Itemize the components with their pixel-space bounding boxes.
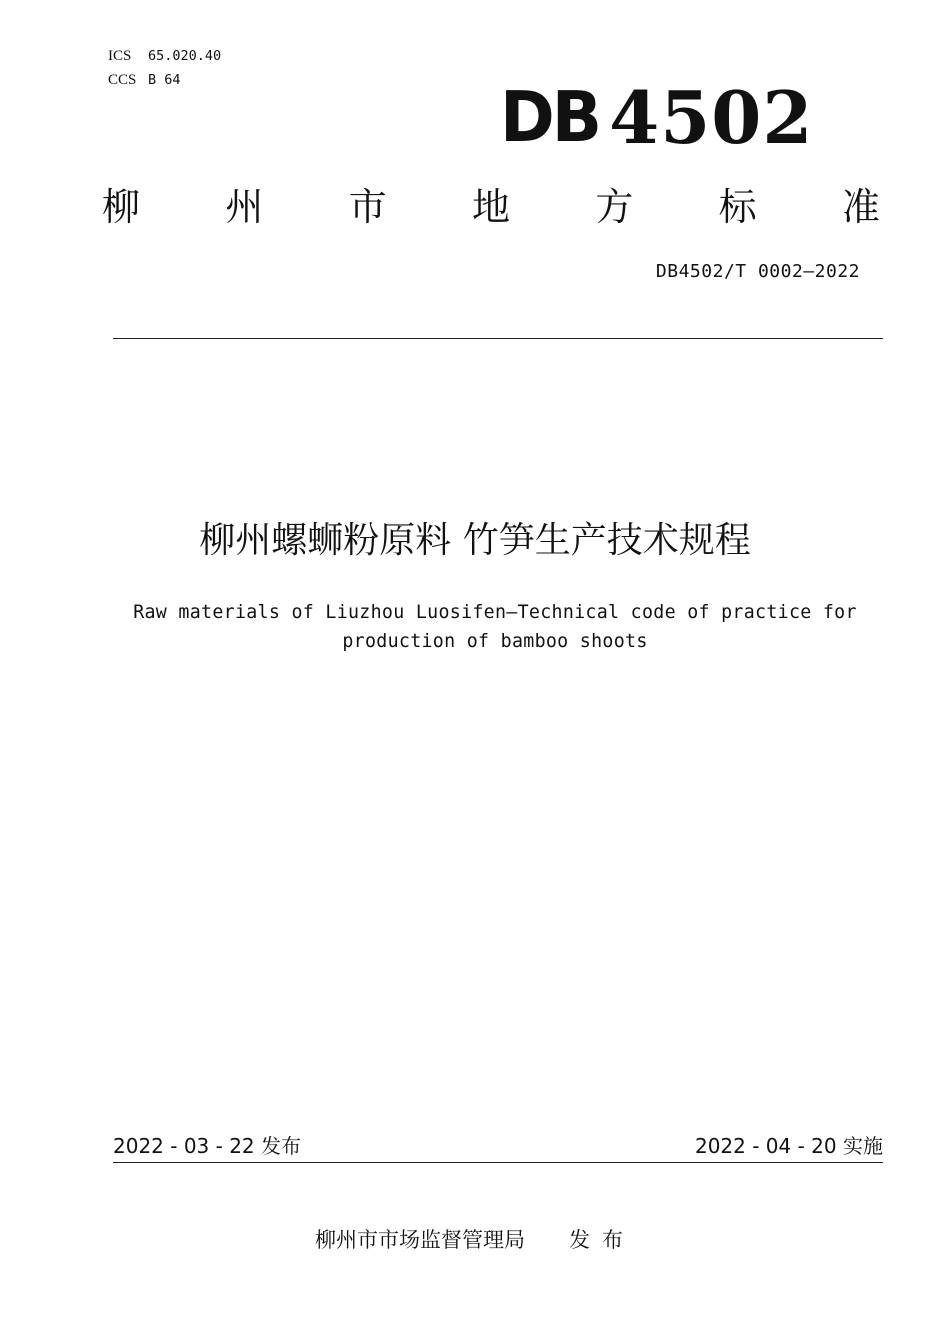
footer-divider <box>113 1162 883 1163</box>
classification-codes <box>108 44 221 92</box>
standard-logo-prefix: DB <box>500 77 600 158</box>
standard-type-char: 方 <box>595 185 634 229</box>
document-title-english <box>120 598 870 656</box>
standard-type-char: 标 <box>718 185 757 229</box>
ccs-row <box>108 68 221 92</box>
header-divider <box>113 338 883 339</box>
issuing-authority <box>0 1224 950 1256</box>
english-title-line: production of bamboo shoots <box>342 631 648 652</box>
standard-type-char: 市 <box>348 185 387 229</box>
ccs-value: B 64 <box>148 72 181 88</box>
implementation-date: 2022 - 04 - 20 实施 <box>694 1134 883 1158</box>
ccs-label: CCS <box>108 72 137 88</box>
standard-type-char: 柳 <box>102 185 141 229</box>
issue-date: 2022 - 03 - 22 发布 <box>113 1134 302 1158</box>
standard-type-char: 准 <box>841 185 880 229</box>
standard-type-char: 州 <box>225 185 264 229</box>
ics-value: 65.020.40 <box>148 48 222 64</box>
standard-type-char: 地 <box>471 185 510 229</box>
english-title-line: Raw materials of Liuzhou Luosifen—Technical code of practice for <box>133 602 857 623</box>
document-title-chinese: 柳州螺蛳粉原料 竹笋生产技术规程 <box>199 520 751 561</box>
standard-logo-code: 4502 <box>609 75 814 160</box>
standard-type-heading <box>102 180 880 234</box>
issuer-name: 柳州市市场监督管理局 <box>315 1228 525 1252</box>
ics-label: ICS <box>108 48 132 64</box>
issuer-action: 发布 <box>569 1228 635 1252</box>
standard-number: DB4502/T 0002—2022 <box>655 261 860 282</box>
ics-row <box>108 44 221 68</box>
standard-logo-mark <box>500 75 820 160</box>
